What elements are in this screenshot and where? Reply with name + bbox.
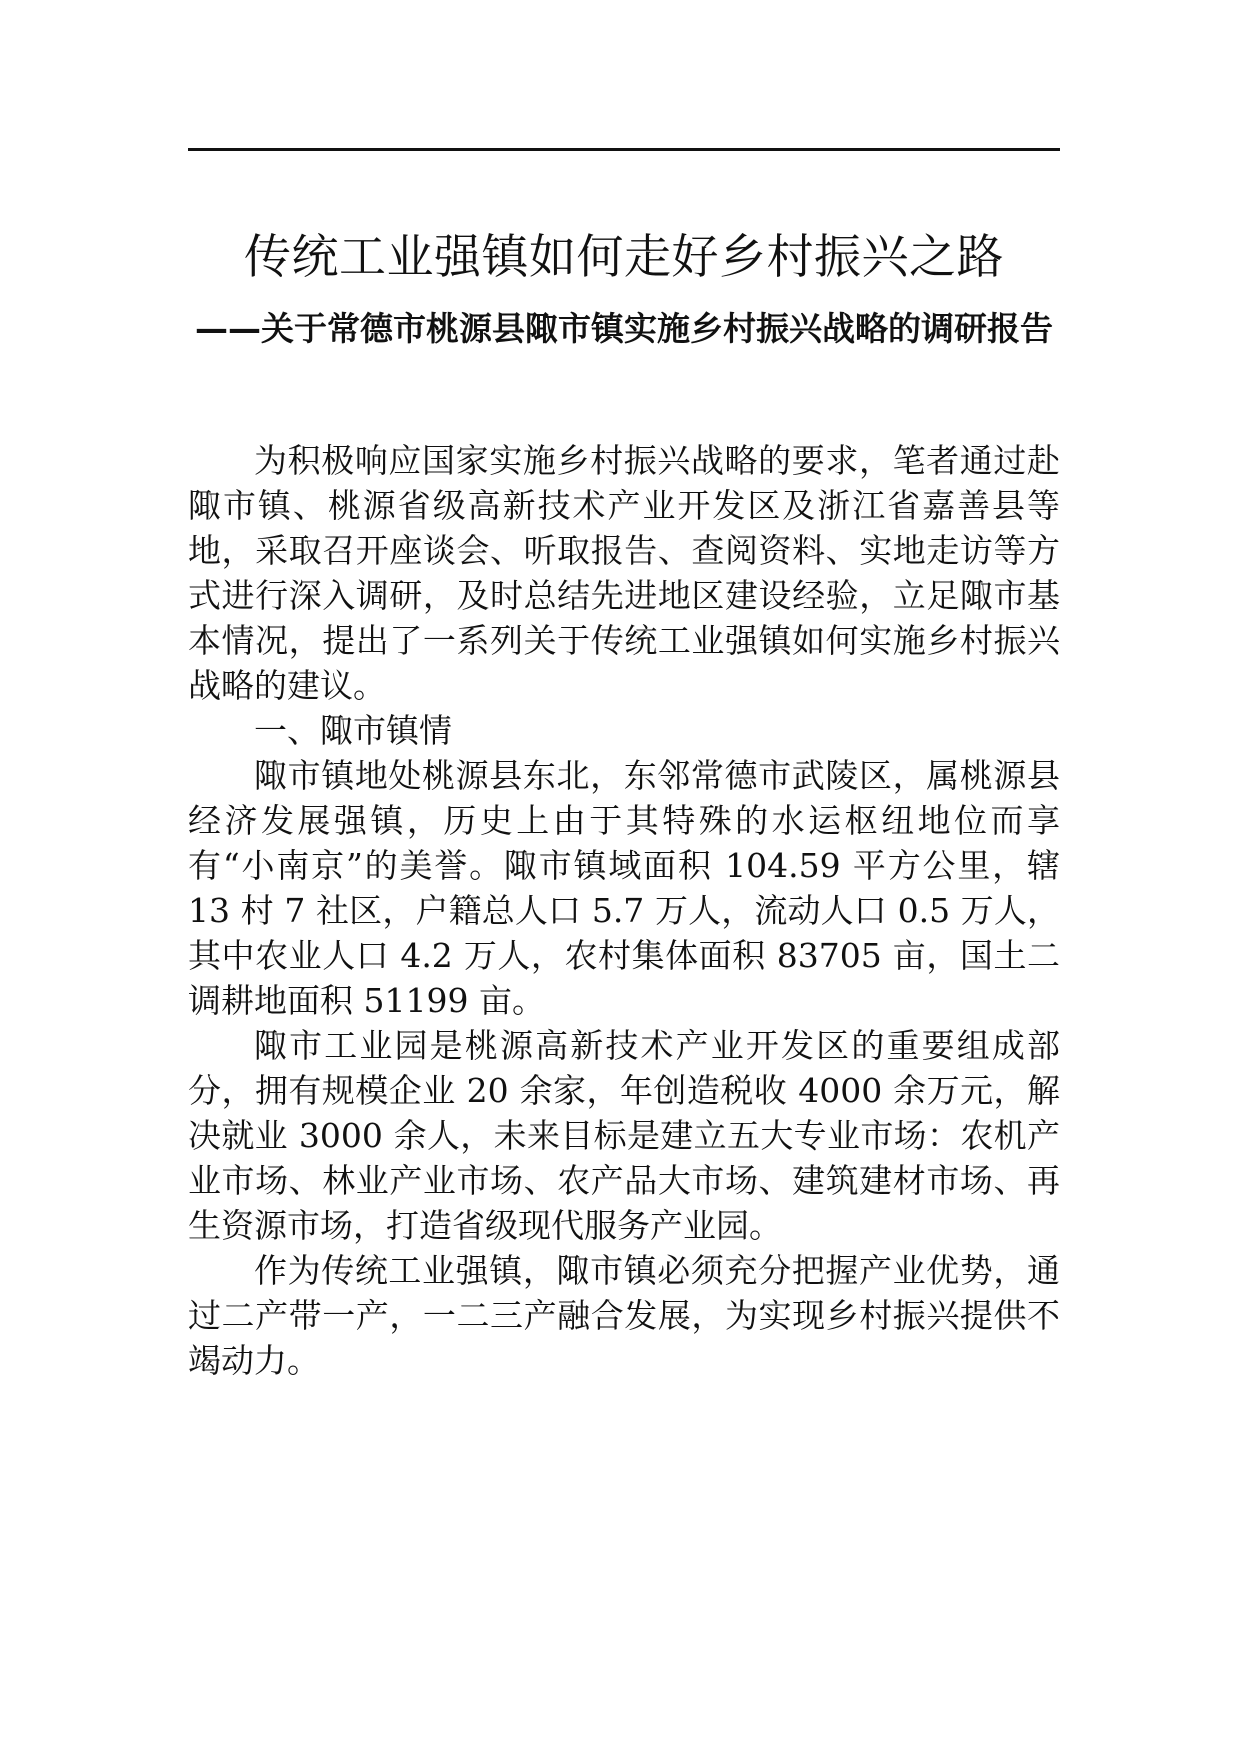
document-subtitle: ——关于常德市桃源县陬市镇实施乡村振兴战略的调研报告 <box>195 309 1053 348</box>
paragraph-conclusion: 作为传统工业强镇，陬市镇必须充分把握产业优势，通过二产带一产，一二三产融合发展，为实现乡村振兴提供不竭动力。 <box>188 1251 1060 1380</box>
paragraph-intro: 为积极响应国家实施乡村振兴战略的要求，笔者通过赴陬市镇、桃源省级高新技术产业开发区及浙江省嘉善县等地，采取召开座谈会、听取报告、查阅资料、实地走访等方式进行深入调研，及时总结先进地区建设经验，立足陬市基本情况，提出了一系列关于传统工业强镇如何实施乡村振兴战略的建议。 <box>188 441 1060 705</box>
paragraph-town-overview: 陬市镇地处桃源县东北，东邻常德市武陵区，属桃源县经济发展强镇，历史上由于其特殊的水运枢纽地位而享有“小南京”的美誉。陬市镇域面积 104.59 平方公里，辖 13 村 7 社区，户籍总人口 5.7 万人，流动人口 0.5 万人，其中农业人口 4.2 万人，农村集体面积 83705 亩，国土二调耕地面积 51199 亩。 <box>188 756 1060 1020</box>
header-rule <box>188 148 1060 151</box>
paragraph-industrial-park: 陬市工业园是桃源高新技术产业开发区的重要组成部分，拥有规模企业 20 余家，年创造税收 4000 余万元，解决就业 3000 余人，未来目标是建立五大专业市场：农机产业市场、林业产业市场、农产品大市场、建筑建材市场、再生资源市场，打造省级现代服务产业园。 <box>188 1026 1060 1245</box>
document-title: 传统工业强镇如何走好乡村振兴之路 <box>244 230 1004 285</box>
document-body <box>188 438 1060 1383</box>
section-heading: 一、陬市镇情 <box>254 711 452 750</box>
